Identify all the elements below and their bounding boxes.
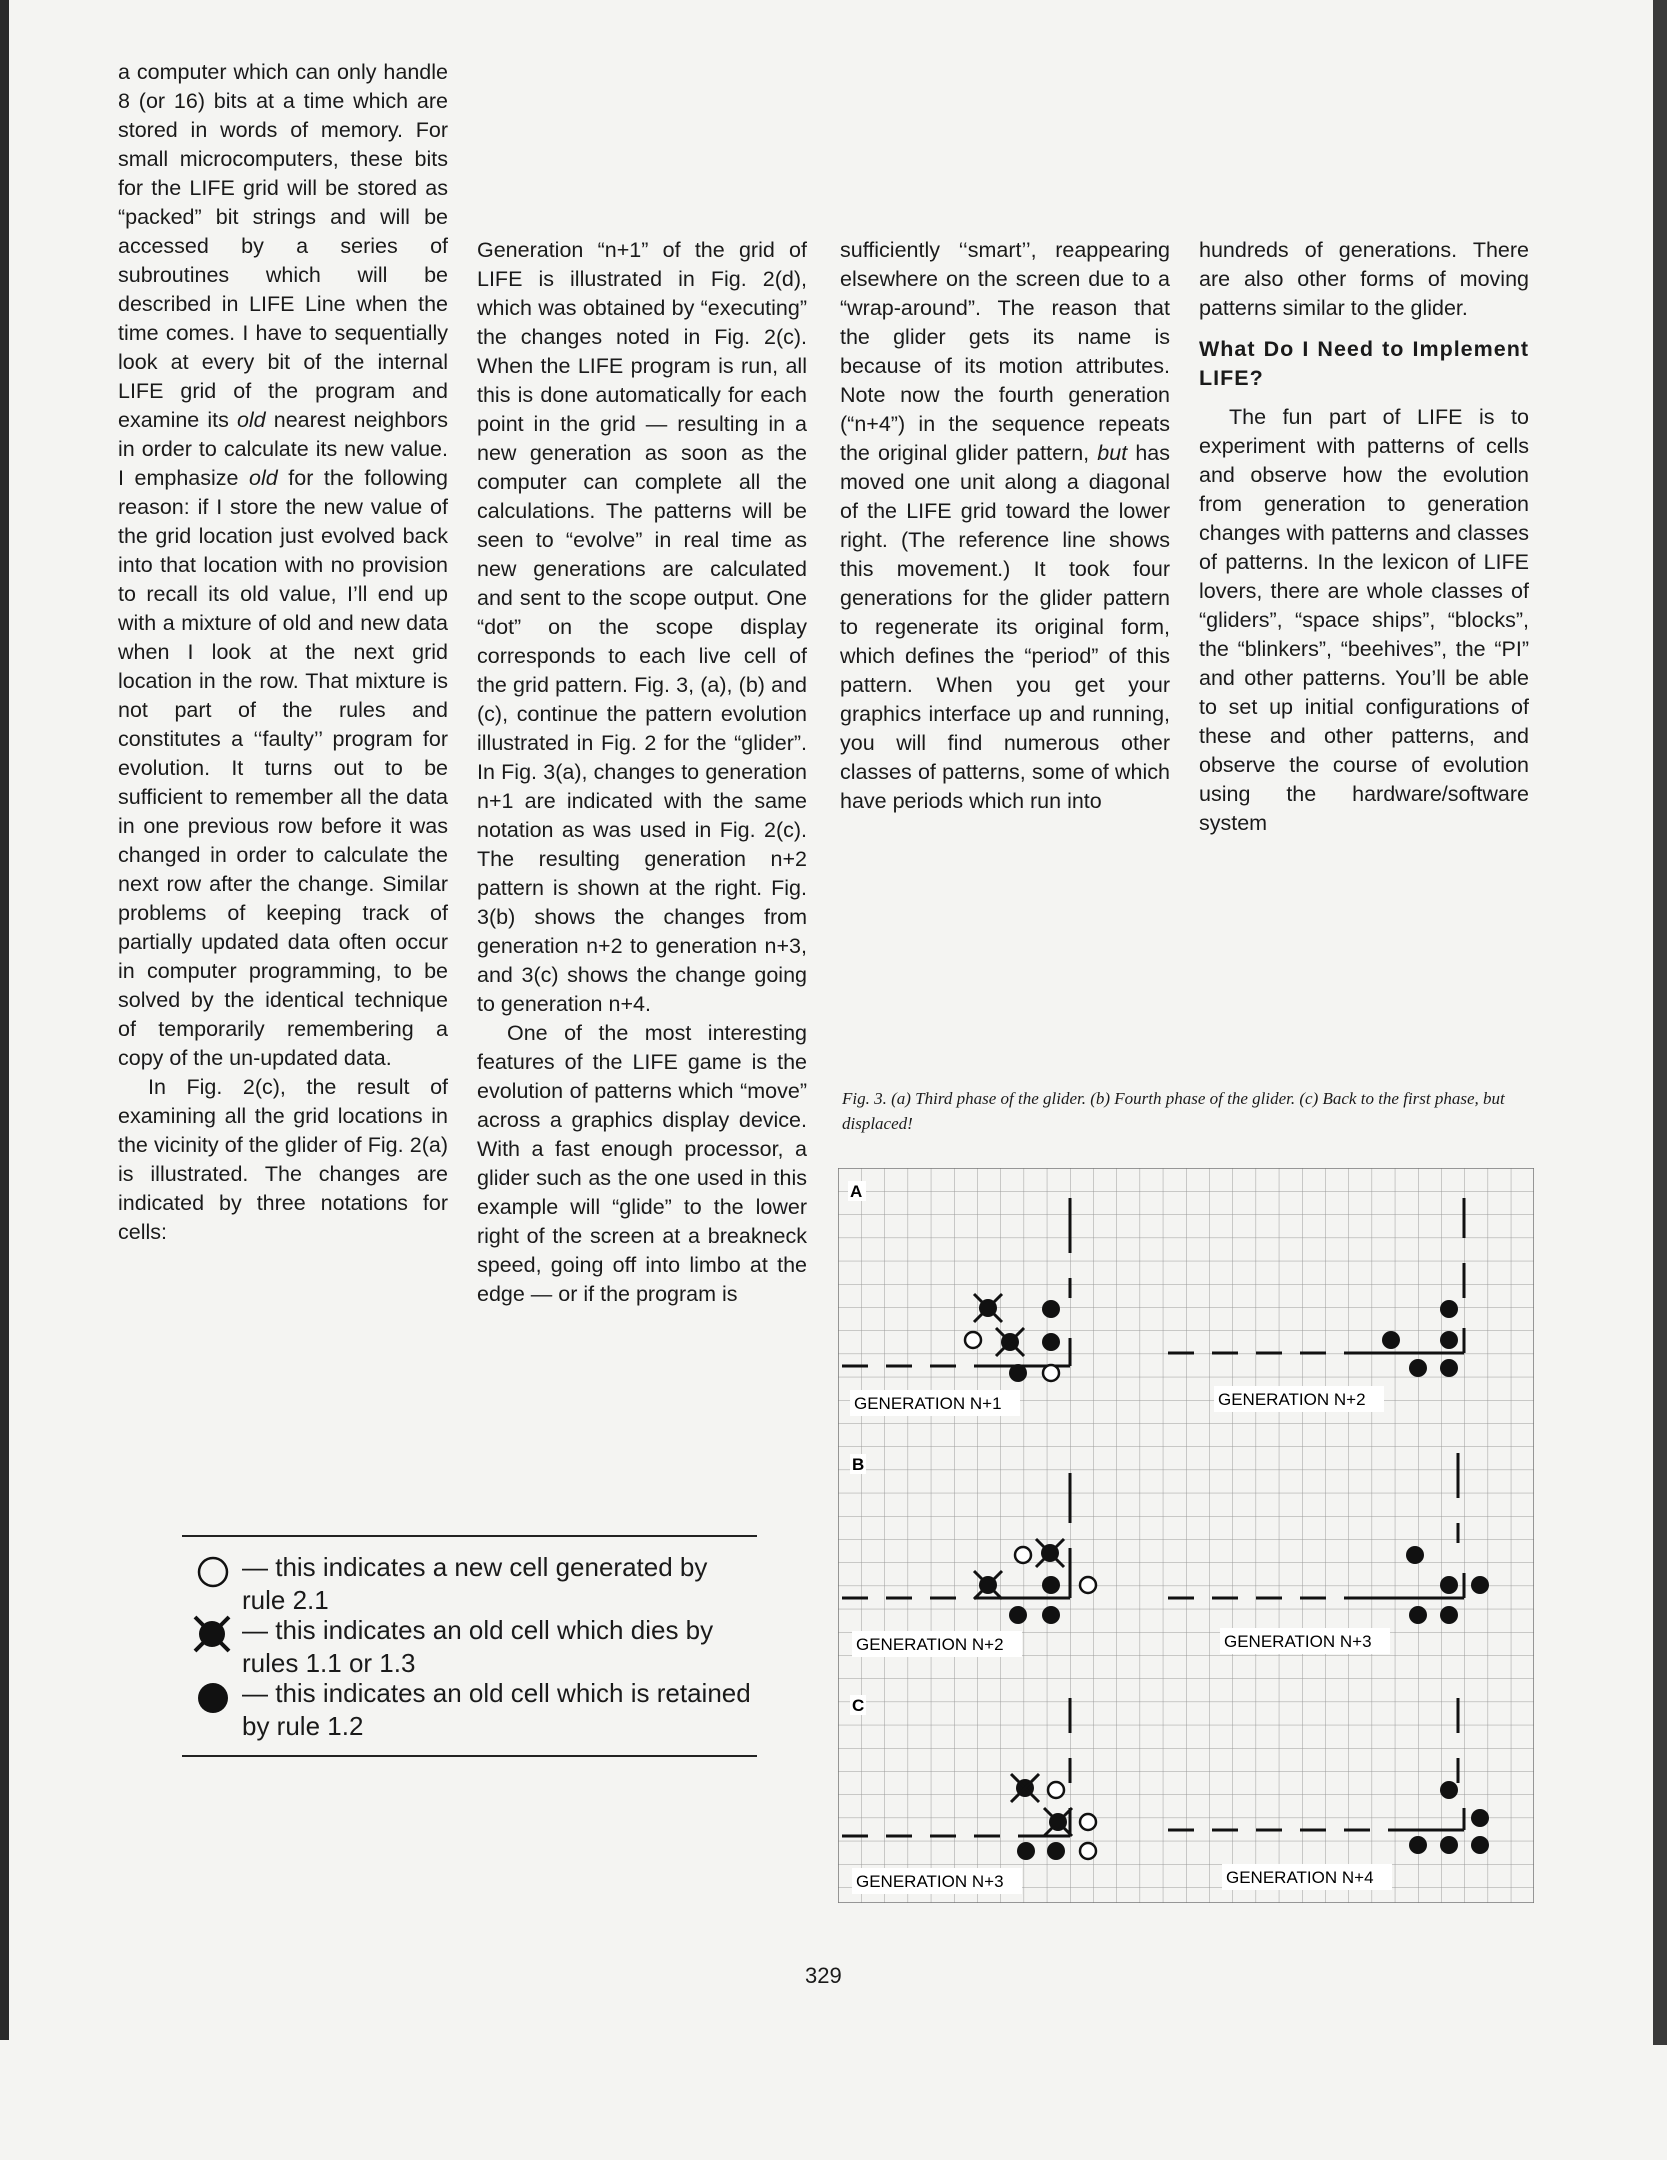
panel-label: C: [852, 1696, 865, 1715]
filled-circle-icon: [1382, 1331, 1400, 1349]
crossed-cell-icon: [192, 1614, 232, 1654]
open-circle-icon: [965, 1332, 981, 1348]
generation-label: GENERATION N+4: [1226, 1868, 1374, 1887]
filled-circle-icon: [1409, 1359, 1427, 1377]
filled-circle-icon: [1440, 1606, 1458, 1624]
filled-circle-icon: [1440, 1331, 1458, 1349]
panel-label: A: [850, 1182, 863, 1201]
paragraph: hundreds of generations. There are also other forms of moving patterns similar to the glider.: [1199, 238, 1529, 320]
generation-label: GENERATION N+3: [1224, 1632, 1372, 1651]
text-column-2: [477, 236, 807, 1309]
generation-label: GENERATION N+2: [856, 1635, 1004, 1654]
figure-3-glider-grid: [838, 1168, 1534, 1903]
filled-circle-icon: [1471, 1809, 1489, 1827]
filled-circle-icon: [1042, 1333, 1060, 1351]
open-circle-icon: [1048, 1782, 1064, 1798]
text-column-3: [840, 236, 1170, 816]
filled-circle-icon: [1440, 1836, 1458, 1854]
paragraph: sufficiently ‘‘smart’’, reappearing elsewhere on the screen due to a “wrap-around”. The reason that the glider gets its name is because of its motion attributes. Note now the fourth generation (“n+4”) in the sequence repeats the original glider pattern, but has moved one unit along a diagonal of the LIFE grid toward the lower right. (The reference line shows this movement.) It took four generations for the glider pattern to regenerate its original form, which defines the “period” of this pattern. When you get your graphics interface up and running, you will find numerous other classes of patterns, some of which have periods which run into: [840, 238, 1171, 813]
text-column-1: [118, 58, 448, 1247]
generation-label: GENERATION N+1: [854, 1394, 1002, 1413]
filled-circle-icon: [1042, 1606, 1060, 1624]
open-circle-icon: [196, 1555, 230, 1589]
generation-label: GENERATION N+3: [856, 1872, 1004, 1891]
paragraph: The fun part of LIFE is to experiment with patterns of cells and observe how the evolution from generation to generation changes with patterns and classes of patterns. In the lexicon of LIFE lovers, there are whole classes of “gliders”, “space ships”, “blocks”, the “blinkers”, “beehives”, the “PI” and other patterns. You’ll be able to set up initial configurations of these and other patterns, and observe the course of evolution using the hardware/software system: [1199, 405, 1529, 835]
page-number: 329: [805, 1963, 842, 1988]
cell-notation-legend: [182, 1535, 757, 1757]
section-heading: What Do I Need to Implement LIFE?: [1199, 337, 1529, 390]
panel-label: B: [852, 1455, 865, 1474]
open-circle-icon: [1080, 1577, 1096, 1593]
paragraph: One of the most interesting features of the LIFE game is the evolution of patterns which “move” across a graphics display device. With a fast enough processor, a glider such as the one used in this example will “glide” to the lower right of the screen at a breakneck speed, going off into limbo at the edge — or if the program is: [477, 1021, 807, 1306]
filled-circle-icon: [1009, 1606, 1027, 1624]
filled-circle-icon: [1017, 1842, 1035, 1860]
filled-circle-icon: [1440, 1781, 1458, 1799]
text-column-4: [1199, 236, 1529, 838]
filled-circle-icon: [1471, 1576, 1489, 1594]
scan-edge-left: [0, 0, 9, 2040]
filled-circle-icon: [1042, 1576, 1060, 1594]
grid-background: [838, 1168, 1534, 1903]
filled-circle-icon: [1440, 1300, 1458, 1318]
filled-circle-icon: [1047, 1842, 1065, 1860]
filled-circle-icon: [1409, 1836, 1427, 1854]
filled-circle-icon: [1440, 1359, 1458, 1377]
filled-circle-icon: [1042, 1300, 1060, 1318]
legend-item-retained-cell: — this indicates an old cell which is retained by rule 1.2: [196, 1677, 756, 1743]
open-circle-icon: [1043, 1365, 1059, 1381]
figure-caption: Fig. 3. (a) Third phase of the glider. (b) Fourth phase of the glider. (c) Back to the first phase, but displaced!: [842, 1089, 1505, 1133]
scan-edge-right: [1653, 0, 1667, 2045]
paragraph: a computer which can only handle 8 (or 16) bits at a time which are stored in words of memory. For small microcomputers, these bits for the LIFE grid will be stored as “packed” bit strings and will be accessed by a series of subroutines which will be described in LIFE Line when the time comes. I have to sequentially look at every bit of the internal LIFE grid of the program and examine its old nearest neighbors in order to calculate its new value. I emphasize old for the following reason: if I store the new value of the grid location just evolved back into that location with no provision to recall its old value, I’ll end up with a mixture of old and new data when I look at the next grid location in the row. That mixture is not part of the rules and constitutes a ‘‘faulty’’ program for evolution. It turns out to be sufficient to remember all the data in one previous row before it was changed in order to calculate the next row after the change. Similar problems of keeping track of partially updated data often occur in computer programming, to be solved by the identical technique of temporarily remembering a copy of the un-updated data.: [118, 60, 448, 1070]
filled-circle-icon: [1009, 1364, 1027, 1382]
filled-circle-icon: [1409, 1606, 1427, 1624]
filled-circle-icon: [1406, 1546, 1424, 1564]
paragraph: Generation “n+1” of the grid of LIFE is illustrated in Fig. 2(d), which was obtained by “executing” the changes noted in Fig. 2(c). When the LIFE program is run, all this is done automatically for each point in the grid — resulting in a new generation as soon as the computer can complete all the calculations. The patterns will be seen to “evolve” in real time as new generations are calculated and sent to the scope output. One “dot” on the scope display corresponds to each live cell of the grid pattern. Fig. 3, (a), (b) and (c), continue the pattern evolution illustrated in Fig. 2 for the “glider”. In Fig. 3(a), changes to generation n+1 are indicated with the same notation as was used in Fig. 2(c). The resulting generation n+2 pattern is shown at the right. Fig. 3(b) shows the changes from generation n+2 to generation n+3, and 3(c) shows the change going to generation n+4.: [477, 238, 807, 1016]
generation-label: GENERATION N+2: [1218, 1390, 1366, 1409]
legend-item-new-cell: — this indicates a new cell generated by rule 2.1: [196, 1551, 756, 1617]
legend-item-dying-cell: — this indicates an old cell which dies by rules 1.1 or 1.3: [196, 1614, 756, 1680]
paragraph: In Fig. 2(c), the result of examining all the grid locations in the vicinity of the glider of Fig. 2(a) is illustrated. The changes are indicated by three notations for cells:: [118, 1075, 448, 1244]
open-circle-icon: [1080, 1814, 1096, 1830]
filled-circle-icon: [1471, 1836, 1489, 1854]
open-circle-icon: [1015, 1547, 1031, 1563]
filled-circle-icon: [1440, 1576, 1458, 1594]
open-circle-icon: [1080, 1843, 1096, 1859]
filled-circle-icon: [196, 1681, 230, 1715]
